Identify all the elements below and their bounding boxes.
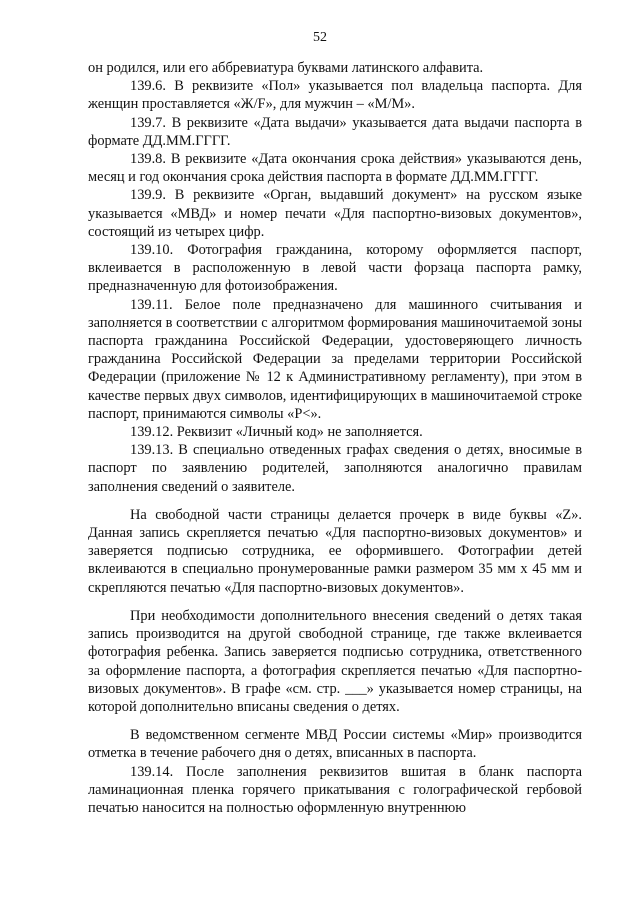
paragraph-139-8: 139.8. В реквизите «Дата окончания срока действия» указываются день, месяц и год окончания срока действия паспорта в формате ДД.ММ.ГГГГ. [88,151,582,186]
paragraph-children-z-mark: На свободной части страницы делается прочерк в виде буквы «Z». Данная запись скрепляется печатью «Для паспортно-визовых документов» и заверяется подписью сотрудника, ее оформившего. Фотографии детей вклеиваются в специально пронумерованные рамки размером 35 мм х 45 мм и скрепляются печатью «Для паспортно-визовых документов». [88,506,582,596]
page-number: 52 [313,30,327,45]
paragraph-children-additional: При необходимости дополнительного внесения сведений о детях такая запись производится на другой свободной странице, где также вклеивается фотография ребенка. Запись заверяется подписью сотрудника, ответственного за оформление паспорта, а фотография скрепляется печатью «Для паспортно-визовых документов». В графе «см. стр. ___» указывается номер страницы, на которой дополнительно вписаны сведения о детях. [88,607,582,715]
paragraph-139-10: 139.10. Фотография гражданина, которому оформляется паспорт, вклеивается в расположенную в левой части форзаца паспорта рамку, предназначенную для фотоизображения. [88,242,582,295]
paragraph-139-9: 139.9. В реквизите «Орган, выдавший документ» на русском языке указывается «МВД» и номер печати «Для паспортно-визовых документов», состоящий из четырех цифр. [88,187,582,240]
paragraph-139-14: 139.14. После заполнения реквизитов вшитая в бланк паспорта ламинационная пленка горячего прикатывания с голографической гербовой печатью наносится на полностью оформленную внутреннюю [88,763,582,816]
paragraph-139-6: 139.6. В реквизите «Пол» указывается пол владельца паспорта. Для женщин проставляется «Ж/F», для мужчин – «М/M». [88,78,582,113]
body-text [88,59,582,817]
paragraph-continuation: он родился, или его аббревиатура буквами латинского алфавита. [88,60,484,76]
paragraph-139-12: 139.12. Реквизит «Личный код» не заполняется. [130,424,423,441]
paragraph-139-11: 139.11. Белое поле предназначено для машинного считывания и заполняется в соответствии с алгоритмом формирования машиночитаемой зоны паспорта гражданина Российской Федерации, удостоверяющего личность гражданина Российской Федерации за пределами территории Российской Федерации (приложение № 12 к Административному регламенту), при этом в качестве первых двух символов, идентифицирующих в машиночитаемой строке паспорт, принимаются символы «P<». [88,296,582,422]
paragraph-mir-system: В ведомственном сегменте МВД России системы «Мир» производится отметка в течение рабочего дня о детях, вписанных в паспорта. [88,727,582,762]
paragraph-139-13: 139.13. В специально отведенных графах сведения о детях, вносимые в паспорт по заявлению родителей, заполняются аналогично правилам заполнения сведений о заявителе. [88,442,582,495]
paragraph-139-7: 139.7. В реквизите «Дата выдачи» указывается дата выдачи паспорта в формате ДД.ММ.ГГГГ. [88,114,582,149]
